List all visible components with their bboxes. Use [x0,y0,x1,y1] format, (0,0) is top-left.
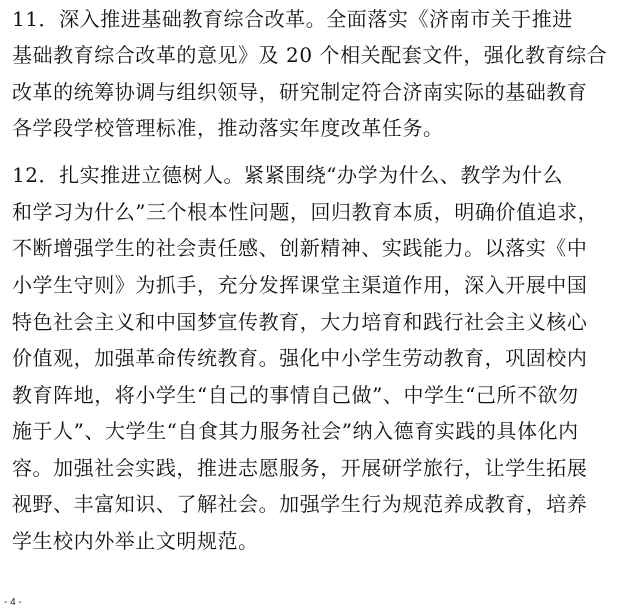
text-line-8: 小学生守则》为抓手，充分发挥课堂主渠道作用，深入开展中国 [12,273,588,297]
text-line-7: 不断增强学生的社会责任感、创新精神、实践能力。以落实《中 [12,236,588,260]
text-line-15: 学生校内外举止文明规范。 [12,529,259,553]
text-line-6: 和学习为什么”三个根本性问题，回归教育本质，明确价值追求， [12,200,599,224]
text-line-5: 12．扎实推进立德树人。紧紧围绕“办学为什么、教学为什么 [12,163,564,187]
text-line-9: 特色社会主义和中国梦宣传教育，大力培育和践行社会主义核心 [12,310,588,334]
page-number: - 4 - [4,597,22,608]
text-line-3: 改革的统筹协调与组织领导，研究制定符合济南实际的基础教育 [12,80,588,104]
text-line-1: 11．深入推进基础教育综合改革。全面落实《济南市关于推进 [12,7,573,31]
text-line-14: 视野、丰富知识、了解社会。加强学生行为规范养成教育，培养 [12,492,588,516]
text-line-4: 各学段学校管理标准，推动落实年度改革任务。 [12,116,444,140]
text-line-11: 教育阵地，将小学生“自己的事情自己做”、中学生“己所不欲勿 [12,383,579,407]
text-line-13: 容。加强社会实践，推进志愿服务，开展研学旅行，让学生拓展 [12,456,588,480]
text-line-12: 施于人”、大学生“自食其力服务社会”纳入德育实践的具体化内 [12,419,579,443]
text-line-10: 价值观，加强革命传统教育。强化中小学生劳动教育，巩固校内 [12,346,588,370]
text-line-2: 基础教育综合改革的意见》及 20 个相关配套文件，强化教育综合 [12,43,608,67]
